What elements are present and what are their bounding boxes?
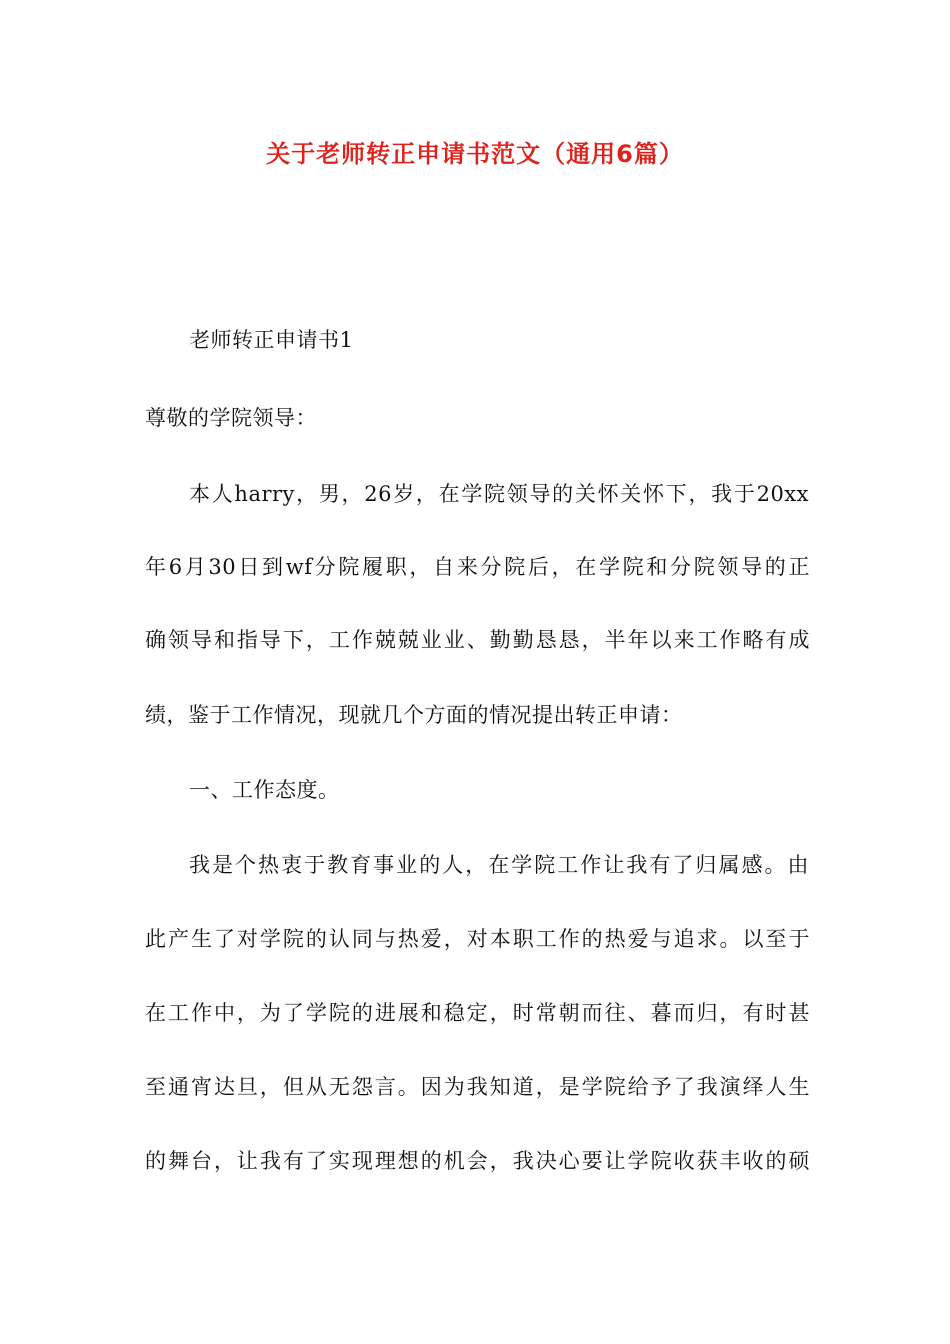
paragraph-line: 在工作中，为了学院的进展和稳定，时常朝而往、暮而归，有时甚: [145, 1001, 810, 1025]
paragraph-line: 绩，鉴于工作情况，现就几个方面的情况提出转正申请：: [145, 703, 683, 727]
paragraph-line: 年6月30日到wf分院履职，自来分院后，在学院和分院领导的正: [145, 555, 810, 579]
salutation: 尊敬的学院领导：: [145, 406, 317, 430]
paragraph-line: 此产生了对学院的认同与热爱，对本职工作的热爱与追求。以至于: [145, 927, 810, 951]
document-title: 关于老师转正申请书范文（通用6篇）: [266, 140, 684, 168]
subsection-heading: 一、工作态度。: [189, 778, 340, 802]
paragraph-line: 确领导和指导下，工作兢兢业业、勤勤恳恳，半年以来工作略有成: [145, 628, 810, 652]
section-heading: 老师转正申请书1: [189, 328, 354, 352]
paragraph-line: 我是个热衷于教育事业的人，在学院工作让我有了归属感。由: [189, 853, 809, 877]
paragraph-line: 本人harry，男，26岁，在学院领导的关怀关怀下，我于20xx: [189, 482, 809, 506]
paragraph-line: 至通宵达旦，但从无怨言。因为我知道，是学院给予了我演绎人生: [145, 1075, 810, 1099]
paragraph-line: 的舞台，让我有了实现理想的机会，我决心要让学院收获丰收的硕: [145, 1149, 810, 1173]
